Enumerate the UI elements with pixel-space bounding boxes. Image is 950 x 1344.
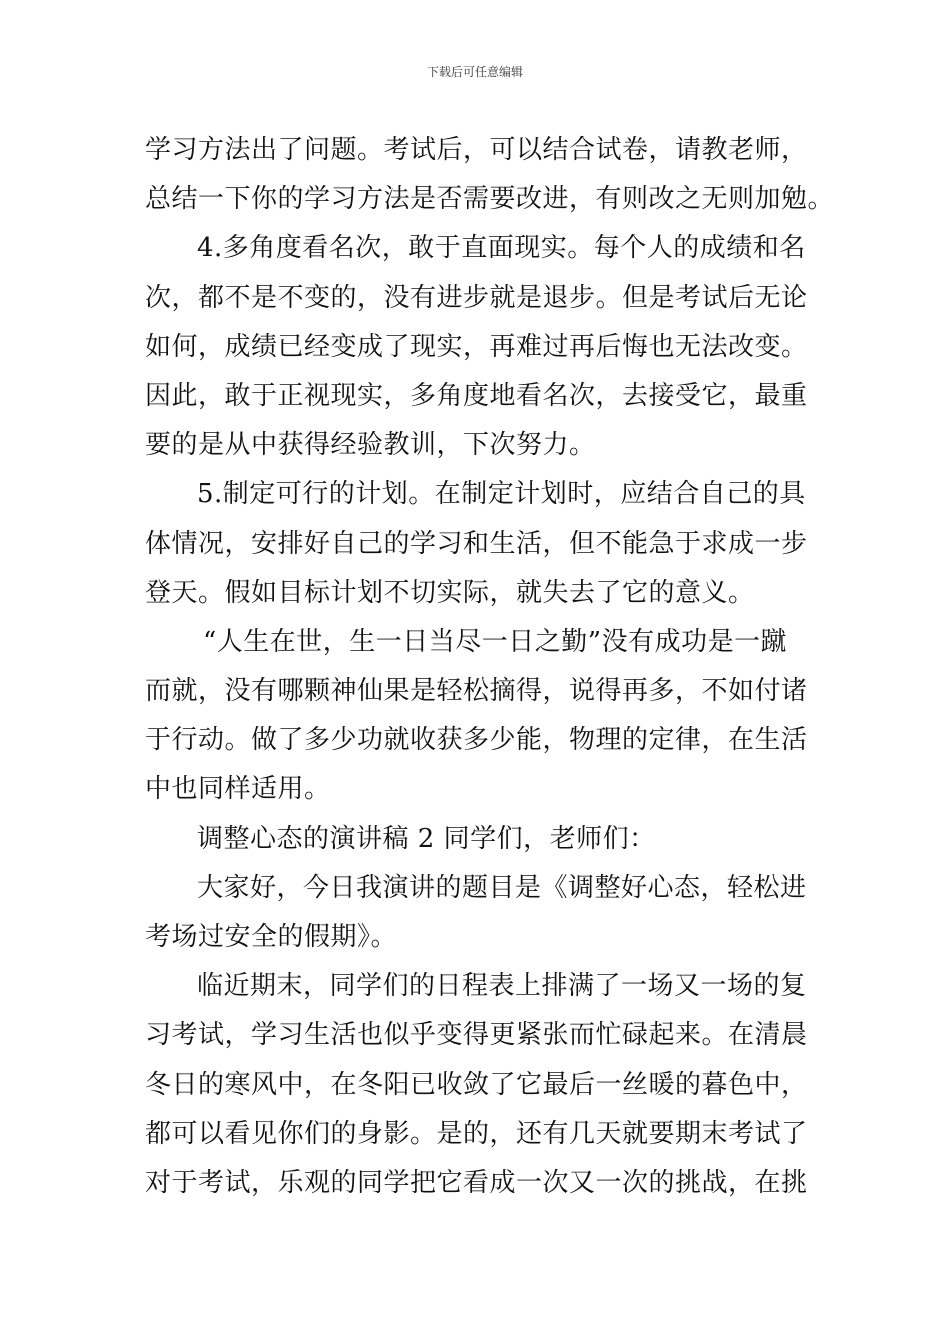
text-line: 总结一下你的学习方法是否需要改进，有则改之无则加勉。 bbox=[145, 184, 835, 215]
text-line: 考场过安全的假期》。 bbox=[145, 922, 398, 952]
text-line: 于行动。做了多少功就收获多少能，物理的定律，在生活 bbox=[145, 725, 808, 756]
text-line: 登天。假如目标计划不切实际，就失去了它的意义。 bbox=[145, 577, 755, 608]
text-line: 而就，没有哪颗神仙果是轻松摘得，说得再多，不如付诸 bbox=[145, 676, 808, 707]
text-line: 调整心态的演讲稿 2 同学们，老师们： bbox=[197, 823, 656, 854]
text-line: 冬日的寒风中，在冬阳已收敛了它最后一丝暖的暮色中， bbox=[145, 1069, 808, 1100]
text-line: 体情况，安排好自己的学习和生活，但不能急于求成一步 bbox=[145, 528, 808, 559]
text-line: 中也同样适用。 bbox=[145, 774, 331, 805]
text-line: 临近期末，同学们的日程表上排满了一场又一场的复 bbox=[197, 971, 807, 1002]
text-line: 次，都不是不变的，没有进步就是退步。但是考试后无论 bbox=[145, 282, 808, 313]
text-line: 都可以看见你们的身影。是的，还有几天就要期末考试了 bbox=[145, 1118, 808, 1149]
text-line: 要的是从中获得经验教训，下次努力。 bbox=[145, 430, 596, 461]
text-line: 习考试，学习生活也似乎变得更紧张而忙碌起来。在清晨 bbox=[145, 1020, 808, 1051]
text-line: 4.多角度看名次，敢于直面现实。每个人的成绩和名 bbox=[197, 233, 806, 264]
text-line: “人生在世，生一日当尽一日之勤”没有成功是一蹴 bbox=[203, 626, 788, 657]
text-line: 如何，成绩已经变成了现实，再难过再后悔也无法改变。 bbox=[145, 331, 808, 362]
document-body bbox=[145, 126, 835, 1208]
text-line: 5.制定可行的计划。在制定计划时，应结合自己的具 bbox=[197, 479, 806, 510]
text-line: 学习方法出了问题。考试后，可以结合试卷，请教老师， bbox=[145, 135, 808, 165]
text-line: 对于考试，乐观的同学把它看成一次又一次的挑战，在挑 bbox=[145, 1167, 808, 1198]
text-line: 大家好，今日我演讲的题目是《调整好心态，轻松进 bbox=[197, 872, 807, 903]
text-line: 因此，敢于正视现实，多角度地看名次，去接受它，最重 bbox=[145, 380, 808, 411]
page-header: 下载后可任意编辑 bbox=[426, 65, 523, 79]
